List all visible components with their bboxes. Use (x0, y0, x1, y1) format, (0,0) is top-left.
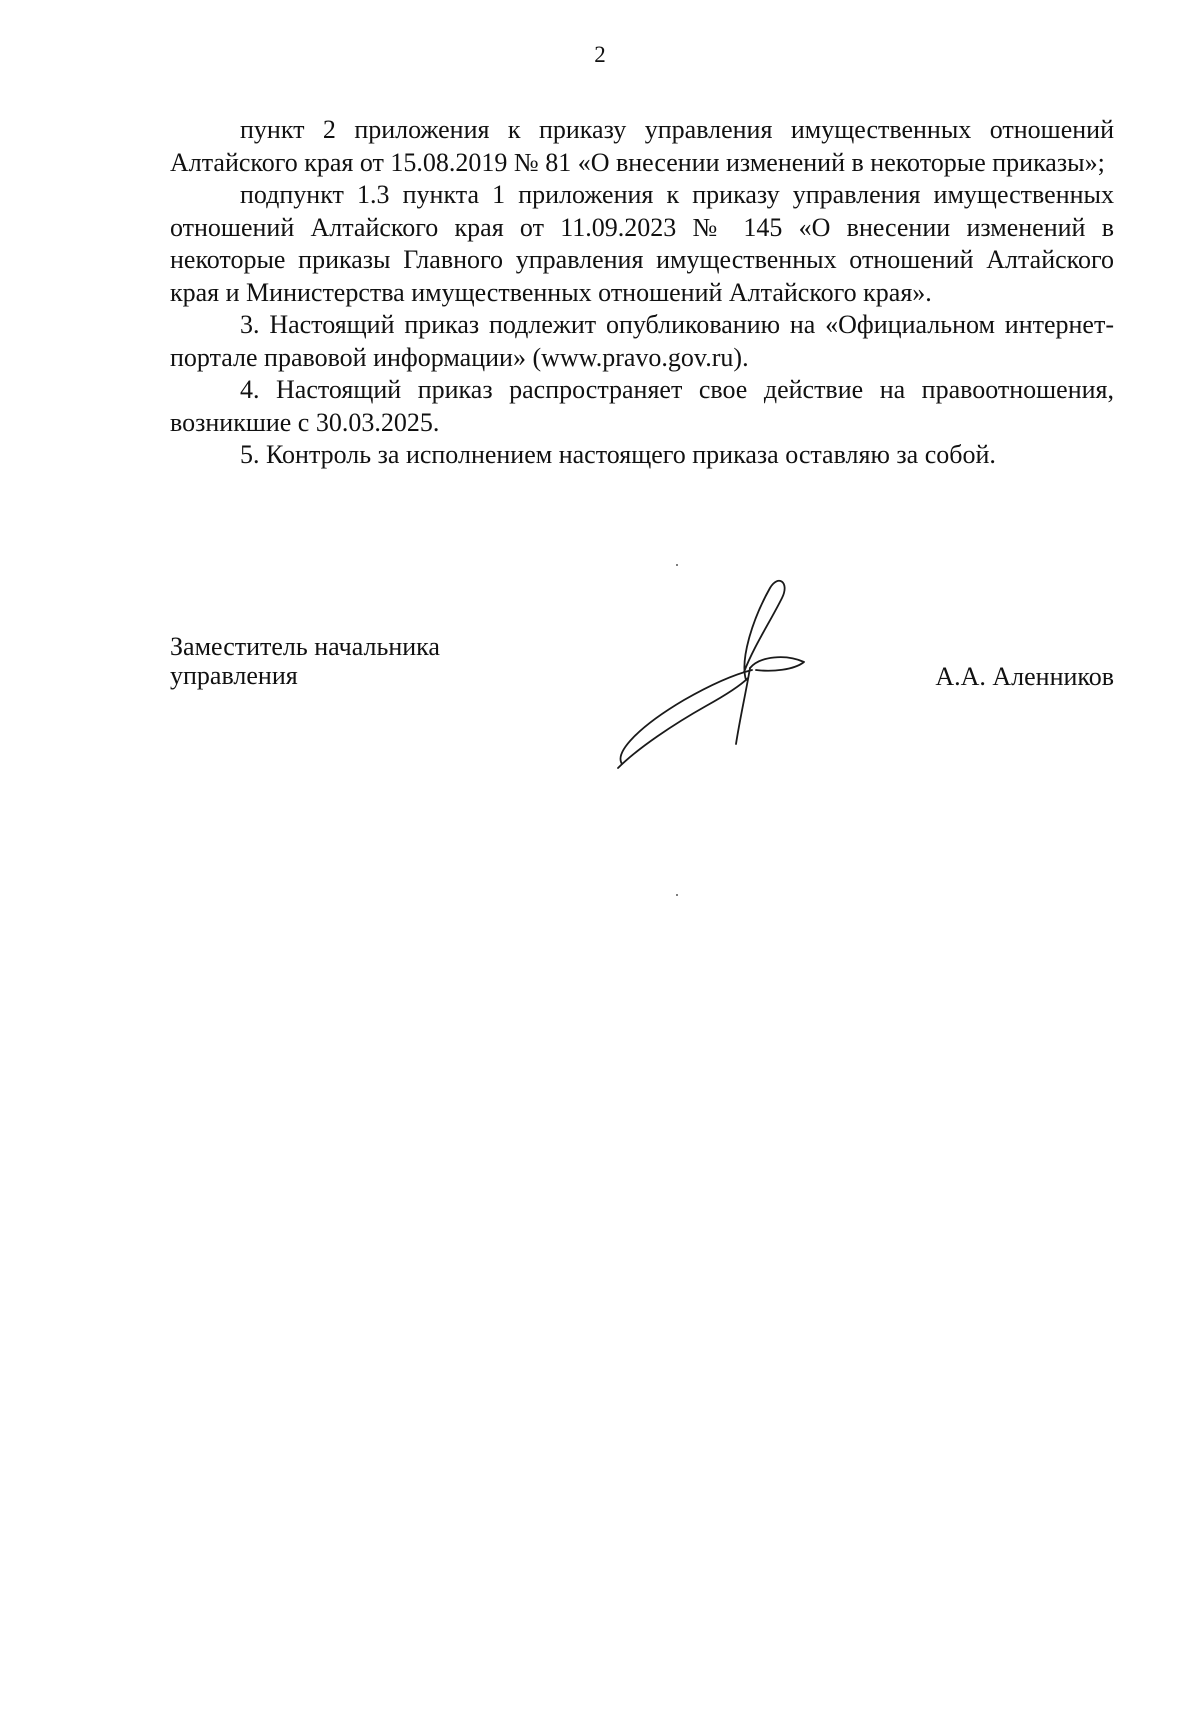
signer-position-line-2: управления (170, 661, 298, 690)
paragraph-3: 3. Настоящий приказ подлежит опубликованию на «Официальном интернет-портале правовой информации» (www.pravo.gov.ru). (170, 310, 1114, 372)
page-number: 2 (594, 42, 606, 67)
document-body (170, 114, 1114, 472)
scan-speck (676, 564, 678, 566)
signer-position-line-1: Заместитель начальника (170, 632, 440, 661)
paragraph-5: 5. Контроль за исполнением настоящего приказа оставляю за собой. (240, 440, 996, 469)
paragraph-4: 4. Настоящий приказ распространяет свое действие на правоотношения, возникшие с 30.03.2025. (170, 375, 1114, 437)
signer-name: А.А. Аленников (935, 662, 1114, 691)
paragraph-1: пункт 2 приложения к приказу управления имущественных отношений Алтайского края от 15.08.2019 № 81 «О внесении изменений в некоторые приказы»; (170, 115, 1114, 177)
signer-position (170, 632, 440, 690)
paragraph-2: подпункт 1.3 пункта 1 приложения к приказу управления имущественных отношений Алтайского края от 11.09.2023 № 145 «О внесении изменений в некоторые приказы Главного управления имущественных отношений Алтайского края и Министерства имущественных отношений Алтайского края». (170, 180, 1114, 307)
scan-speck (676, 894, 678, 896)
handwritten-signature-icon (600, 576, 840, 776)
